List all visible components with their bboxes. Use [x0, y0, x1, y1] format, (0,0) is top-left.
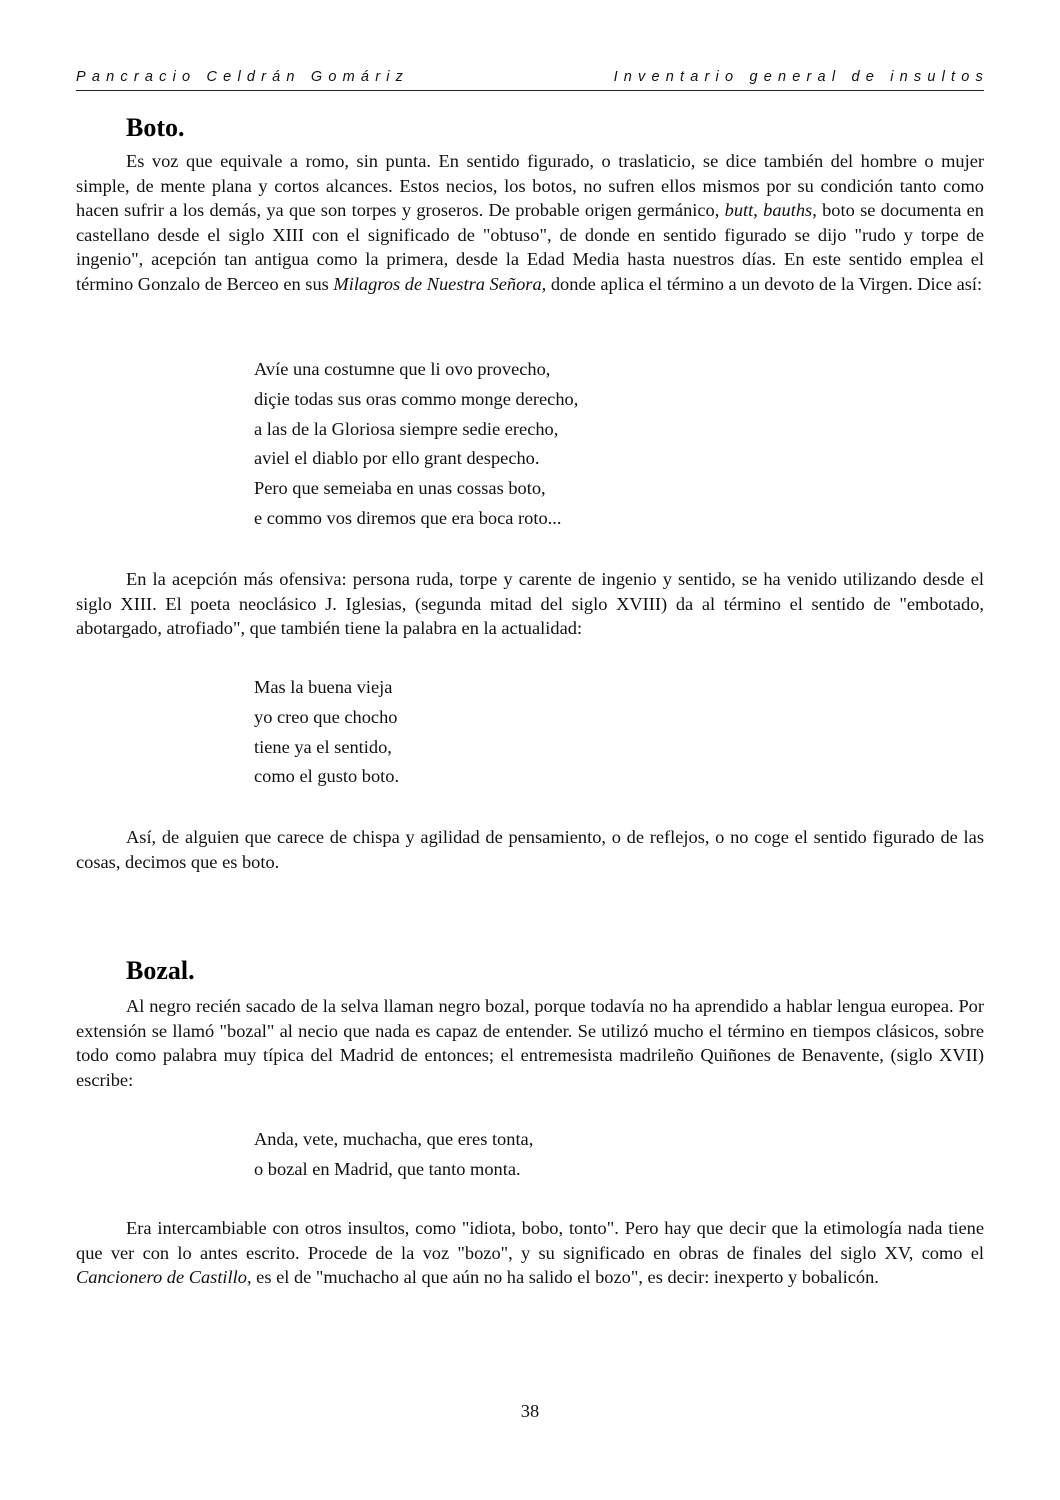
entry-title-bozal: Bozal.	[126, 956, 195, 985]
verse-line: diçie todas sus oras commo monge derecho,	[254, 388, 579, 409]
page-number: 38	[520, 1401, 540, 1421]
verse-line: o bozal en Madrid, que tanto monta.	[254, 1158, 521, 1179]
verse-line: Avíe una costumne que li ovo provecho,	[254, 359, 551, 379]
italic-term: bauths	[763, 200, 813, 221]
verse-line: Pero que semeiaba en unas cossas boto,	[254, 478, 546, 499]
boto-paragraph-3: Así, de alguien que carece de chispa y agilidad de pensamiento, o de reflejos, o no coge el sentido figurado de las cosas, decimos que es boto.	[76, 827, 984, 872]
verse-line: tiene ya el sentido,	[254, 736, 392, 757]
boto-paragraph-2: En la acepción más ofensiva: persona ruda, torpe y carente de ingenio y sentido, se ha venido utilizando desde el siglo XIII. El poeta neoclásico J. Iglesias, (segunda mitad del siglo XVIII) da al término el sentido de "embotado, abotargado, atrofiado", que también tiene la palabra en la actualidad:	[76, 569, 984, 639]
text-run: , es el de "muchacho al que aún no ha salido el bozo", es decir: inexperto y bobalicón.	[246, 1267, 879, 1288]
text-run: ,	[753, 200, 764, 221]
berceo-verse	[254, 355, 578, 534]
text-run: Es voz que equivale a romo, sin punta. En sentido figurado, o traslaticio, se dice también del hombre o mujer simple, de mente plana y cortos alcances. Estos necios, los botos, no sufren ellos mismos por su condición tanto como hacen sufrir a los demás, ya que son torpes y groseros. De probable origen germánico,	[76, 151, 984, 221]
text-run: , donde aplica el término a un devoto de la Virgen. Dice así:	[541, 273, 983, 294]
verse-line: a las de la Gloriosa siempre sedie erecho,	[254, 418, 559, 439]
verse-line: yo creo que chocho	[254, 706, 398, 727]
italic-work-title: Cancionero de Castillo	[76, 1267, 247, 1288]
bozal-paragraph-1: Al negro recién sacado de la selva llaman negro bozal, porque todavía no ha aprendido a hablar lengua europea. Por extensión se llamó "bozal" al necio que nada es capaz de entender. Se utilizó mucho el término en tiempos clásicos, sobre todo como palabra muy típica del Madrid de entonces; el entremesista madrileño Quiñones de Benavente, (siglo XVII) escribe:	[76, 996, 984, 1090]
bozal-paragraph-2	[76, 1216, 984, 1290]
verse-line: Anda, vete, muchacha, que eres tonta,	[254, 1129, 534, 1149]
header-book-title: Inventario general de insultos	[613, 69, 989, 85]
verse-line: e commo vos diremos que era boca roto...	[254, 507, 562, 528]
italic-term: butt	[724, 200, 754, 221]
header-author: Pancracio Celdrán Gomáriz	[76, 69, 410, 85]
verse-line: aviel el diablo por ello grant despecho.	[254, 448, 540, 469]
verse-line: como el gusto boto.	[254, 766, 400, 787]
verse-line: Mas la buena vieja	[254, 677, 393, 697]
entry-title-boto: Boto.	[126, 113, 185, 142]
boto-paragraph-1	[76, 149, 984, 297]
running-header	[76, 68, 989, 91]
iglesias-verse	[254, 673, 399, 792]
quinones-verse	[254, 1125, 533, 1185]
italic-work-title: Milagros de Nuestra Señora	[333, 273, 542, 294]
text-run: , boto se documenta en castellano desde el siglo XIII con el significado de "obtuso", de donde en sentido figurado se dijo "rudo y torpe de ingenio", acepción tan antigua como la primera, desde la Edad Media hasta nuestros días. En este sentido emplea el término Gonzalo de Berceo en sus	[76, 200, 985, 294]
text-run: Era intercambiable con otros insultos, como "idiota, bobo, tonto". Pero hay que decir que la etimología nada tiene que ver con lo antes escrito. Procede de la voz "bozo", y su significado en obras de finales del siglo XV, como el	[76, 1218, 984, 1263]
